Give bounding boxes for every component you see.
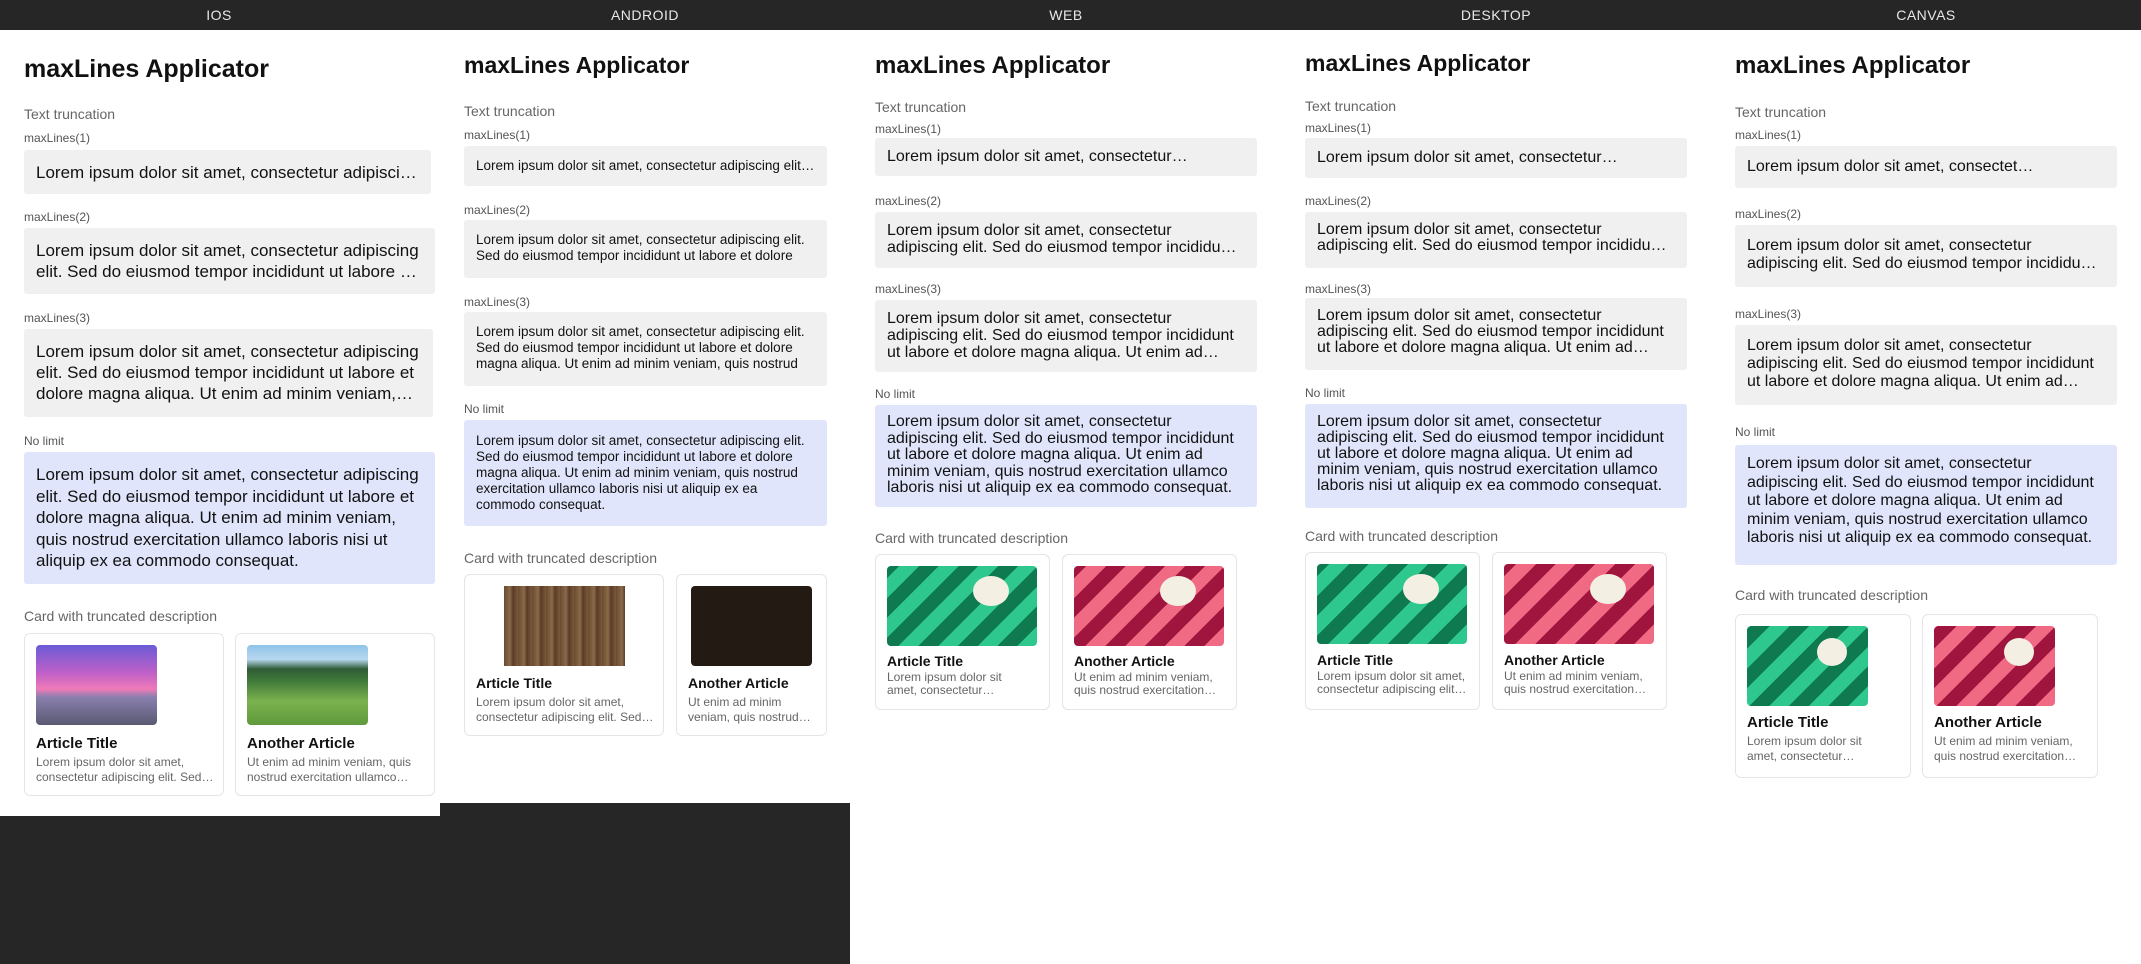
- card-title: Another Article: [1504, 652, 1605, 668]
- android-panel: [440, 30, 850, 803]
- text-box-no-limit: [464, 420, 827, 526]
- text-maxlines-1: Lorem ipsum dolor sit amet, consectetur: [1317, 149, 1602, 166]
- article-image: [887, 566, 1037, 646]
- image-circle: [1590, 574, 1626, 604]
- label-maxlines-3: maxLines(3): [1305, 282, 1372, 296]
- text-box-maxlines-3: [1305, 298, 1687, 370]
- card-description: Lorem ipsum dolor sit amet, consectetur: [1747, 734, 1862, 763]
- article-image: [1074, 566, 1224, 646]
- section-label-cards: Card with truncated description: [875, 530, 1068, 546]
- label-maxlines-2: maxLines(2): [464, 203, 531, 217]
- text-maxlines-2: Lorem ipsum dolor sit amet, consectetur adipiscing elit. Sed do eiusmod tempor incididunt: [887, 222, 1234, 256]
- article-image: [1747, 626, 1868, 706]
- desktop-panel: [1280, 30, 1710, 964]
- label-no-limit: No limit: [24, 434, 65, 448]
- text-maxlines-3: Lorem ipsum dolor sit amet, consectetur adipiscing elit. Sed do eiusmod tempor incididunt ut labore et dolore magna aliqua. Ut enim ad minim veniam, quis nostrud: [476, 324, 805, 371]
- article-card[interactable]: [1922, 614, 2098, 778]
- text-no-limit: Lorem ipsum dolor sit amet, consectetur adipiscing elit. Sed do eiusmod tempor incididunt ut labore et dolore magna aliqua. Ut enim ad minim veniam, quis nostrud exercitation ullamco laboris nisi ut aliquip ex ea commodo consequat.: [1747, 455, 2094, 546]
- text-box-maxlines-3: [24, 329, 433, 417]
- article-image: [36, 645, 157, 725]
- card-title: Another Article: [688, 675, 789, 691]
- text-maxlines-3: Lorem ipsum dolor sit amet, consectetur adipiscing elit. Sed do eiusmod tempor incididunt ut labore et dolore magna aliqua. Ut enim ad: [1747, 337, 2094, 390]
- header-label-desktop: DESKTOP: [1460, 7, 1532, 23]
- card-title: Article Title: [887, 653, 963, 669]
- web-panel: [850, 30, 1280, 964]
- text-box-no-limit: [1305, 404, 1687, 508]
- label-maxlines-2: maxLines(2): [875, 194, 942, 208]
- text-maxlines-1: Lorem ipsum dolor sit amet, consectetur: [887, 148, 1172, 165]
- card-description: Ut enim ad minim veniam, quis nostrud: [688, 695, 799, 724]
- image-circle: [1403, 574, 1439, 604]
- article-card[interactable]: [1735, 614, 1911, 778]
- label-no-limit: No limit: [464, 402, 505, 416]
- label-maxlines-3: maxLines(3): [464, 295, 531, 309]
- text-box-maxlines-2: [464, 220, 827, 278]
- text-maxlines-2: Lorem ipsum dolor sit amet, consectetur adipiscing elit. Sed do eiusmod tempor incididunt ut labore et dolore: [476, 232, 805, 263]
- text-box-maxlines-2: [875, 212, 1257, 268]
- card-description: Ut enim ad minim veniam, quis nostrud exercitation: [1074, 671, 1213, 697]
- card-description: Lorem ipsum dolor sit amet, consectetur adipiscing elit.: [1317, 670, 1466, 696]
- text-box-maxlines-1: [24, 150, 431, 194]
- label-maxlines-1: maxLines(1): [1305, 121, 1372, 135]
- section-label-text-truncation: Text truncation: [1735, 104, 1827, 120]
- text-box-maxlines-2: [24, 228, 435, 294]
- section-label-cards: Card with truncated description: [1305, 528, 1498, 544]
- canvas-panel: [1710, 30, 2141, 964]
- card-description: Lorem ipsum dolor sit amet, consectetur: [887, 671, 1002, 697]
- text-box-maxlines-1: [1735, 146, 2117, 188]
- text-no-limit: Lorem ipsum dolor sit amet, consectetur adipiscing elit. Sed do eiusmod tempor incididunt ut labore et dolore magna aliqua. Ut enim ad minim veniam, quis nostrud exercitation ullamco laboris nisi ut aliquip ex ea commodo consequat.: [1317, 414, 1664, 494]
- label-maxlines-3: maxLines(3): [24, 311, 91, 325]
- text-box-maxlines-2: [1305, 212, 1687, 268]
- header-label-android: ANDROID: [610, 7, 680, 23]
- article-card[interactable]: [1492, 552, 1667, 710]
- ios-panel: [0, 30, 440, 816]
- text-no-limit: Lorem ipsum dolor sit amet, consectetur adipiscing elit. Sed do eiusmod tempor incididunt ut labore et dolore magna aliqua. Ut enim ad minim veniam, quis nostrud exercitation ullamco laboris nisi ut aliquip ex ea commodo consequat.: [36, 465, 419, 570]
- card-title: Article Title: [1747, 714, 1829, 731]
- text-maxlines-3: Lorem ipsum dolor sit amet, consectetur adipiscing elit. Sed do eiusmod tempor incididunt ut labore et dolore magna aliqua. Ut enim ad: [887, 310, 1234, 361]
- app-title: maxLines Applicator: [24, 55, 269, 83]
- header-label-ios: IOS: [206, 7, 232, 23]
- text-maxlines-2: Lorem ipsum dolor sit amet, consectetur adipiscing elit. Sed do eiusmod tempor incididunt: [1317, 222, 1664, 254]
- text-maxlines-2: Lorem ipsum dolor sit amet, consectetur adipiscing elit. Sed do eiusmod tempor incididunt ut labore et: [36, 241, 419, 281]
- text-box-maxlines-3: [875, 300, 1257, 372]
- header-label-canvas: CANVAS: [1896, 7, 1956, 23]
- image-circle: [2004, 638, 2034, 666]
- section-label-text-truncation: Text truncation: [1305, 98, 1397, 114]
- label-maxlines-2: maxLines(2): [1305, 194, 1372, 208]
- platform-header: [0, 0, 2141, 30]
- app-title: maxLines Applicator: [875, 52, 1111, 79]
- label-no-limit: No limit: [1305, 386, 1346, 400]
- article-image: [504, 586, 625, 666]
- article-card[interactable]: [24, 633, 224, 796]
- article-card[interactable]: [235, 633, 435, 796]
- label-no-limit: No limit: [875, 387, 916, 401]
- image-circle: [1817, 638, 1847, 666]
- text-box-maxlines-3: [1735, 325, 2117, 405]
- label-maxlines-2: maxLines(2): [24, 210, 91, 224]
- text-maxlines-1: Lorem ipsum dolor sit amet, consectetur: [1747, 158, 2032, 175]
- article-image: [1317, 564, 1467, 644]
- section-label-cards: Card with truncated description: [24, 608, 217, 624]
- text-box-maxlines-3: [464, 312, 827, 386]
- card-description: Ut enim ad minim veniam, quis nostrud exercitation ullamco: [247, 755, 412, 784]
- article-image: [691, 586, 812, 666]
- text-box-no-limit: [1735, 445, 2117, 565]
- article-image: [1504, 564, 1654, 644]
- article-image: [247, 645, 368, 725]
- header-label-web: WEB: [1049, 7, 1083, 23]
- label-no-limit: No limit: [1735, 425, 1776, 439]
- text-box-maxlines-2: [1735, 225, 2117, 287]
- article-card[interactable]: [1305, 552, 1480, 710]
- text-no-limit: Lorem ipsum dolor sit amet, consectetur adipiscing elit. Sed do eiusmod tempor incididunt ut labore et dolore magna aliqua. Ut enim ad minim veniam, quis nostrud exercitation ullamco laboris nisi ut aliquip ex ea commodo consequat.: [476, 433, 805, 512]
- text-maxlines-2: Lorem ipsum dolor sit amet, consectetur adipiscing elit. Sed do eiusmod tempor incididunt: [1747, 237, 2094, 272]
- article-image: [1934, 626, 2055, 706]
- text-maxlines-1: Lorem ipsum dolor sit amet, consectetur adipiscing elit.: [476, 158, 805, 173]
- card-title: Article Title: [36, 735, 118, 752]
- label-maxlines-1: maxLines(1): [24, 131, 91, 145]
- section-label-cards: Card with truncated description: [464, 550, 657, 566]
- text-maxlines-3: Lorem ipsum dolor sit amet, consectetur adipiscing elit. Sed do eiusmod tempor incididunt ut labore et dolore magna aliqua. Ut enim ad: [1317, 308, 1664, 356]
- article-card[interactable]: [676, 574, 827, 736]
- image-circle: [1160, 576, 1196, 606]
- card-title: Another Article: [247, 735, 355, 752]
- label-maxlines-3: maxLines(3): [1735, 307, 1802, 321]
- card-title: Article Title: [476, 675, 552, 691]
- text-box-maxlines-1: [1305, 138, 1687, 178]
- card-description: Lorem ipsum dolor sit amet, consectetur adipiscing elit. Sed: [476, 695, 642, 724]
- card-description: Lorem ipsum dolor sit amet, consectetur adipiscing elit. Sed: [36, 755, 202, 784]
- card-title: Another Article: [1934, 714, 2042, 731]
- text-no-limit: Lorem ipsum dolor sit amet, consectetur adipiscing elit. Sed do eiusmod tempor incididunt ut labore et dolore magna aliqua. Ut enim ad minim veniam, quis nostrud exercitation ullamco laboris nisi ut aliquip ex ea commodo consequat.: [887, 414, 1234, 496]
- article-card[interactable]: [464, 574, 664, 736]
- text-box-maxlines-1: [464, 146, 827, 186]
- app-title: maxLines Applicator: [464, 52, 690, 78]
- image-circle: [973, 576, 1009, 606]
- card-description: Ut enim ad minim veniam, quis nostrud exercitation: [1504, 670, 1643, 696]
- article-card[interactable]: [875, 554, 1050, 710]
- text-box-maxlines-1: [875, 138, 1257, 176]
- section-label-text-truncation: Text truncation: [875, 99, 967, 115]
- text-box-no-limit: [875, 405, 1257, 507]
- text-maxlines-1: Lorem ipsum dolor sit amet, consectetur adipiscing: [36, 163, 419, 182]
- text-maxlines-3: Lorem ipsum dolor sit amet, consectetur adipiscing elit. Sed do eiusmod tempor incididunt ut labore et dolore magna aliqua. Ut enim ad minim veniam,: [36, 342, 419, 403]
- section-label-cards: Card with truncated description: [1735, 587, 1928, 603]
- label-maxlines-1: maxLines(1): [875, 122, 942, 136]
- app-title: maxLines Applicator: [1735, 52, 1971, 79]
- card-title: Another Article: [1074, 653, 1175, 669]
- label-maxlines-1: maxLines(1): [464, 128, 531, 142]
- card-description: Ut enim ad minim veniam, quis nostrud exercitation: [1934, 734, 2073, 763]
- label-maxlines-2: maxLines(2): [1735, 207, 1802, 221]
- app-title: maxLines Applicator: [1305, 50, 1531, 76]
- article-card[interactable]: [1062, 554, 1237, 710]
- label-maxlines-3: maxLines(3): [875, 282, 942, 296]
- card-title: Article Title: [1317, 652, 1393, 668]
- section-label-text-truncation: Text truncation: [464, 103, 556, 119]
- label-maxlines-1: maxLines(1): [1735, 128, 1802, 142]
- section-label-text-truncation: Text truncation: [24, 106, 116, 122]
- text-box-no-limit: [24, 452, 435, 584]
